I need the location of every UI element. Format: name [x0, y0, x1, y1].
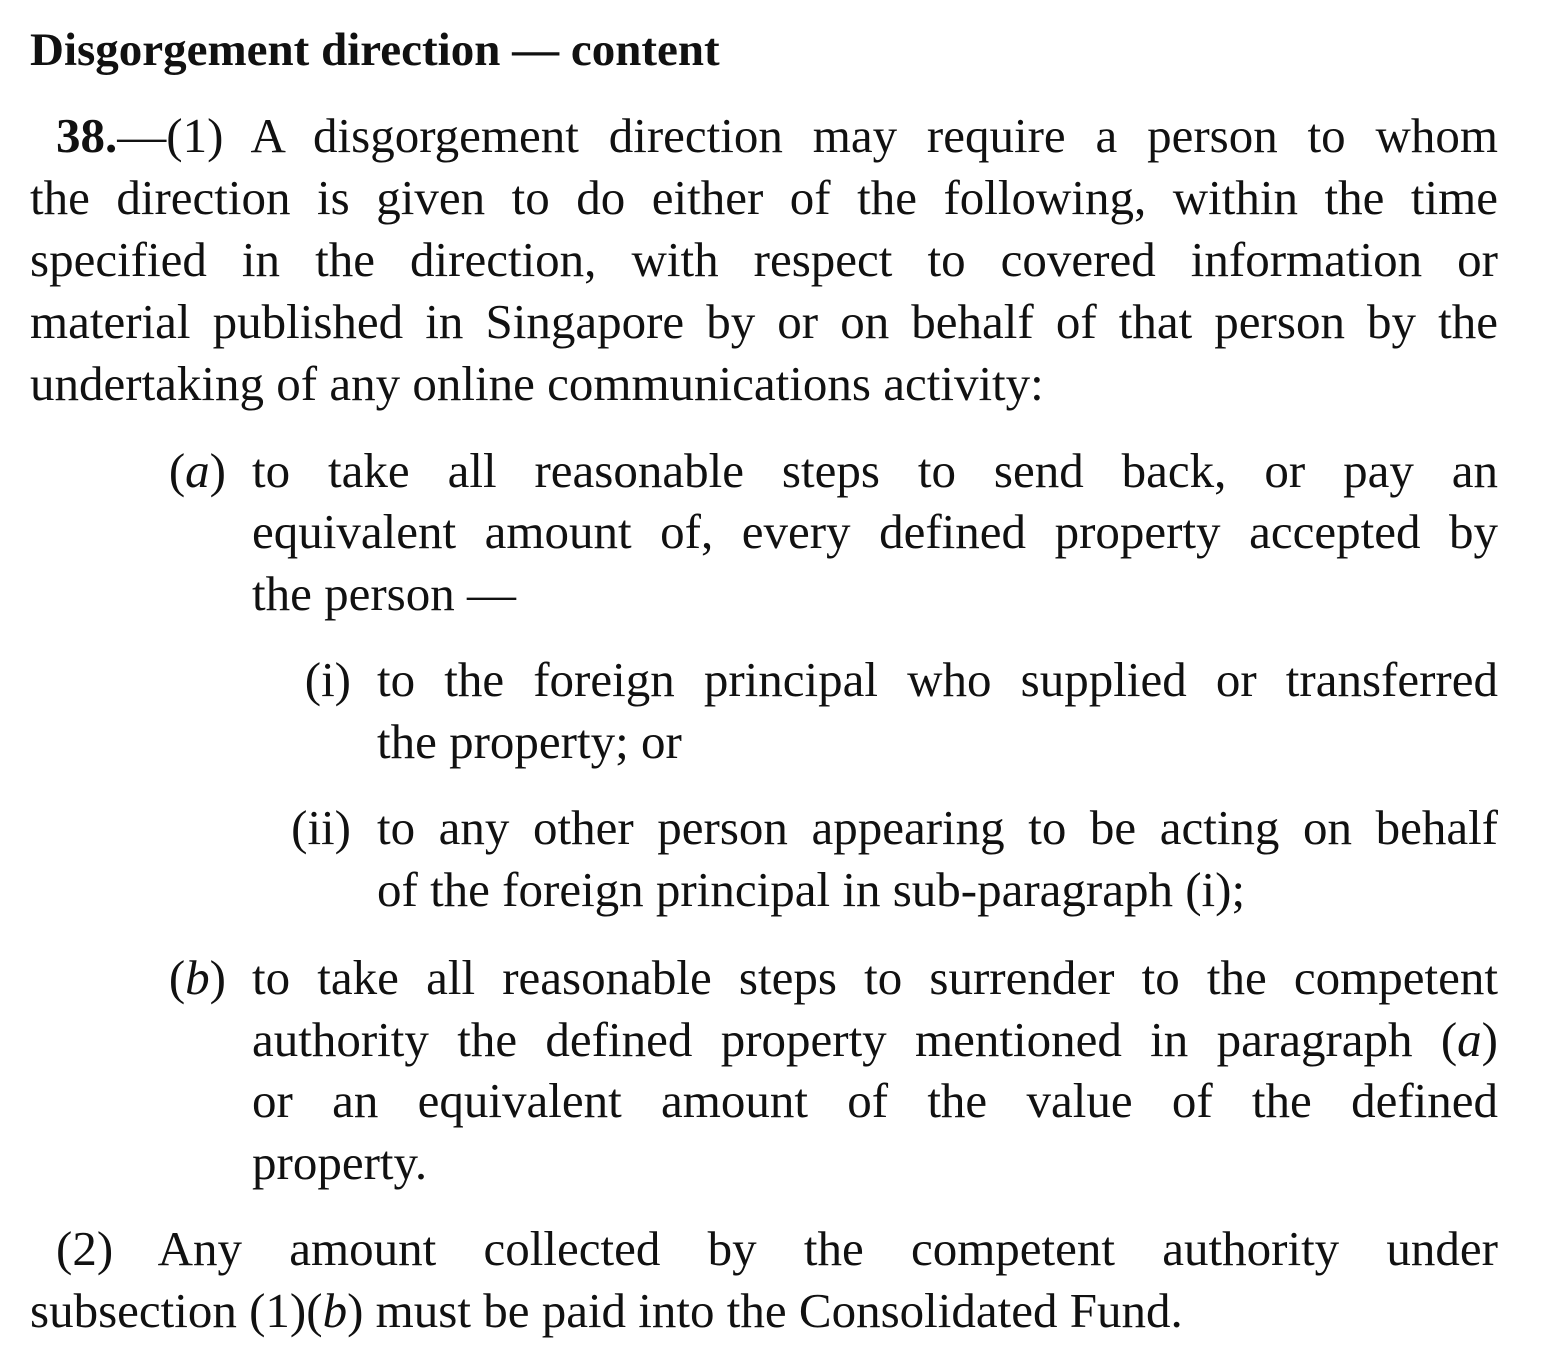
subsection-2-text-line — [30, 1283, 1183, 1339]
paragraph-b-text-line: to take all reasonable steps to surrender to the competent — [252, 950, 1498, 1005]
subsection-1-first-line — [56, 108, 1498, 164]
subsection-1-text-line: material published in Singapore by or on behalf of that person by the — [30, 294, 1498, 349]
paragraph-b-label-close: ) — [209, 950, 226, 1005]
sub-paragraph-i-text-line: the property; or — [377, 714, 682, 769]
sub-paragraph-ii-text-line: of the foreign principal in sub-paragraph (i); — [377, 862, 1246, 917]
paragraph-b-label-open: ( — [168, 950, 186, 1005]
paragraph-b-text-line: property. — [252, 1135, 428, 1190]
subsection-1-text-line: A disgorgement direction may require a person to whom — [250, 108, 1498, 163]
subsection-1-label: (1) — [166, 108, 224, 163]
paragraph-a-text-line: equivalent amount of, every defined property accepted by — [252, 504, 1498, 559]
sub-paragraph-i-label: (i) — [304, 652, 351, 707]
paragraph-b-text-line: or an equivalent amount of the value of the defined — [252, 1073, 1498, 1128]
paragraph-a-letter: a — [185, 443, 210, 498]
paragraph-a-text-line: to take all reasonable steps to send back, or pay an — [252, 443, 1498, 498]
paragraph-b-cross-reference: b — [322, 1283, 348, 1338]
paragraph-b-text-segment: ) — [1481, 1012, 1498, 1067]
subsection-1-text-line: the direction is given to do either of the following, within the time — [30, 170, 1498, 225]
paragraph-a-cross-reference: a — [1457, 1012, 1482, 1067]
paragraph-b-label — [130, 950, 226, 1006]
paragraph-b-text-line — [252, 1012, 1498, 1068]
paragraph-a-label-close: ) — [209, 443, 226, 498]
subsection-1-text-line: specified in the direction, with respect to covered information or — [30, 232, 1498, 287]
subsection-2-text-line: (2) Any amount collected by the competent authority under — [56, 1221, 1498, 1276]
paragraph-a-label-open: ( — [168, 443, 186, 498]
paragraph-b-letter: b — [185, 950, 210, 1005]
paragraph-b-text-segment: authority the defined property mentioned in paragraph ( — [252, 1012, 1458, 1067]
subsection-2-text-segment: subsection (1)( — [30, 1283, 323, 1338]
paragraph-a-label — [130, 443, 226, 499]
section-number: 38. — [56, 108, 118, 163]
subsection-1-text-line: undertaking of any online communications activity: — [30, 356, 1044, 411]
section-heading: Disgorgement direction — content — [30, 24, 720, 76]
sub-paragraph-i-text-line: to the foreign principal who supplied or transferred — [377, 652, 1498, 707]
sub-paragraph-ii-label: (ii) — [291, 800, 351, 855]
sub-paragraph-ii-text-line: to any other person appearing to be acting on behalf — [377, 800, 1498, 855]
paragraph-a-text-line: the person — — [252, 566, 516, 621]
section-dash: — — [117, 108, 167, 163]
subsection-2-text-segment: ) must be paid into the Consolidated Fund. — [347, 1283, 1183, 1338]
